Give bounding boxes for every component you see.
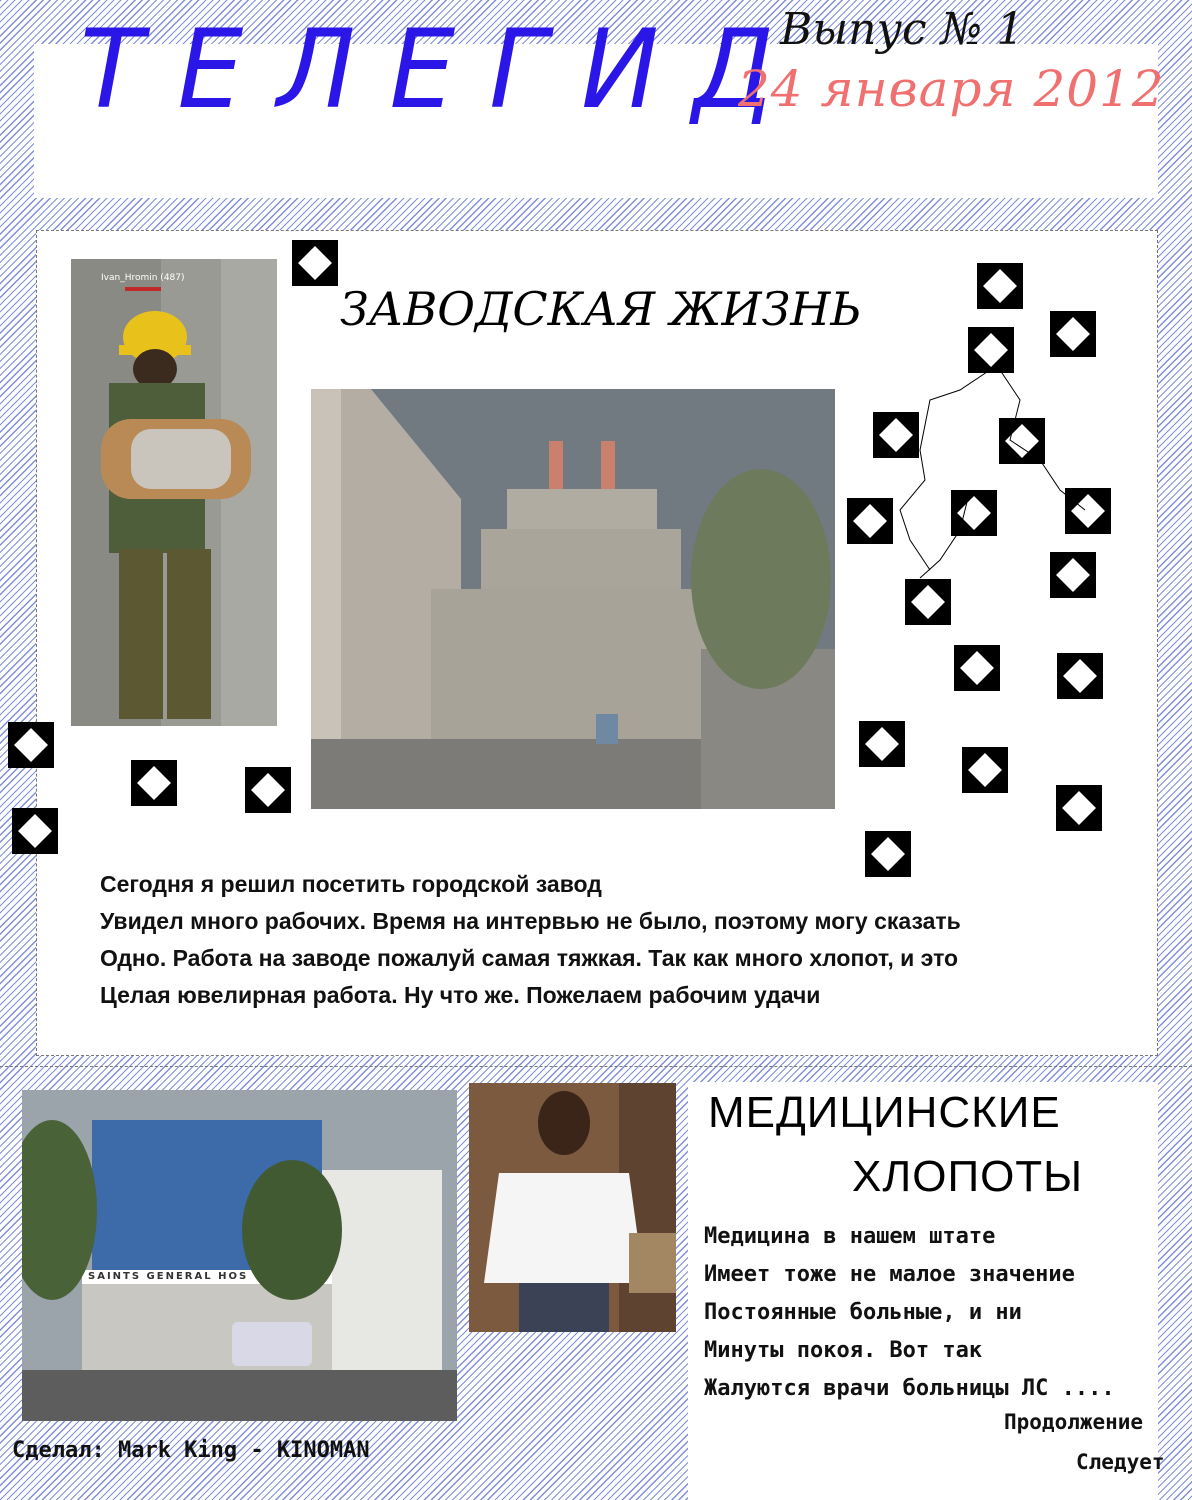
issue-date: 24 января 2012 — [738, 60, 1165, 118]
article-line: Одно. Работа на заводе пожалуй самая тяжкая. Так как много хлопот, и это — [100, 945, 959, 971]
diamond-icon — [131, 760, 177, 806]
article-line: Имеет тоже не малое значение — [704, 1262, 1075, 1287]
article-medical-body — [704, 1218, 1115, 1408]
masthead-title: ТЕЛЕГИД — [80, 4, 809, 134]
article-line: Увидел много рабочих. Время на интервью не было, поэтому могу сказать — [100, 908, 961, 934]
diamond-icon — [859, 721, 905, 767]
factory-illustration — [311, 389, 835, 809]
diamond-icon — [292, 240, 338, 286]
diamond-icon — [1057, 653, 1103, 699]
factory-screenshot — [311, 389, 835, 809]
diamond-icon — [962, 747, 1008, 793]
continued-label-2: Следует — [1076, 1450, 1165, 1474]
medic-screenshot — [469, 1083, 676, 1332]
diamond-icon — [245, 767, 291, 813]
diamond-icon — [12, 808, 58, 854]
article-line: Целая ювелирная работа. Ну что же. Пожелаем рабочим удачи — [100, 982, 821, 1008]
article-line: Минуты покоя. Вот так — [704, 1338, 983, 1363]
diamond-icon — [954, 645, 1000, 691]
hospital-illustration — [22, 1090, 457, 1421]
article-line: Сегодня я решил посетить городской завод — [100, 871, 602, 897]
article-line: Постоянные больные, и ни — [704, 1300, 1022, 1325]
worker-screenshot — [71, 259, 277, 726]
diamond-icon — [8, 722, 54, 768]
diamond-icon — [1056, 785, 1102, 831]
article-medical-title-line2: ХЛОПОТЫ — [852, 1152, 1084, 1201]
diamond-icon — [977, 263, 1023, 309]
article-line: Жалуются врачи больницы ЛС .... — [704, 1376, 1115, 1401]
worker-nametag: Ivan_Hromin (487) — [101, 273, 185, 283]
continued-label: Продолжение — [1004, 1410, 1144, 1434]
section-divider — [0, 1066, 1192, 1067]
worker-illustration — [71, 259, 277, 726]
hospital-screenshot — [22, 1090, 457, 1421]
author-credit: Сделал: Mark King - KINOMAN — [12, 1438, 370, 1463]
article-factory-body — [100, 866, 1110, 1014]
issue-number: Выпус № 1 — [780, 4, 1025, 55]
hospital-sign: SAINTS GENERAL HOS — [88, 1271, 249, 1282]
article-factory-title: ЗАВОДСКАЯ ЖИЗНЬ — [340, 282, 862, 336]
medic-illustration — [469, 1083, 676, 1332]
connector-lines — [840, 340, 1120, 600]
article-medical-title-line1: МЕДИЦИНСКИЕ — [708, 1088, 1061, 1137]
article-line: Медицина в нашем штате — [704, 1224, 996, 1249]
